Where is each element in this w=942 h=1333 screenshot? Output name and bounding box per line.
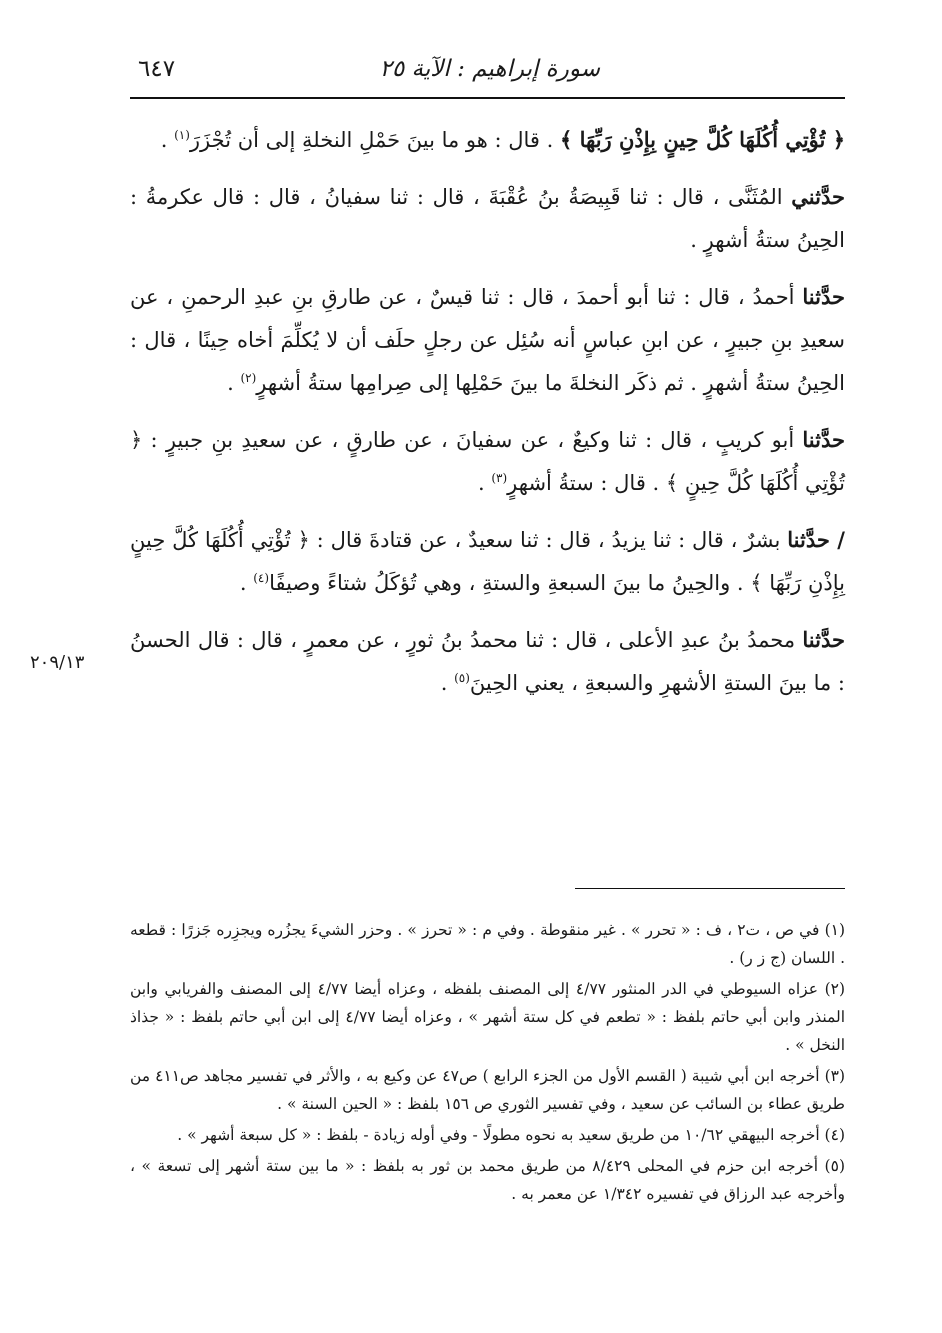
- footnote-ref: (٢): [240, 371, 257, 385]
- paragraph-text: المُثَنَّى ، قال : ثنا قَبِيصَةُ بنُ عُقْبَةَ ، قال : ثنا سفيانُ ، قال : قال عكرمةُ : الحِينُ ستةُ أشهرٍ: [130, 185, 845, 252]
- paragraph-text: . قال : هو ما بينَ حَمْلِ النخلةِ إلى أن تُجْزَرَ: [189, 128, 561, 152]
- paragraph-tail: .: [690, 228, 704, 252]
- hadith-lead: حدَّثنا: [802, 627, 845, 652]
- paragraph-1: [130, 118, 845, 162]
- hadith-lead: حدَّثني: [791, 184, 845, 209]
- margin-reference: ٢٠٩/١٣: [30, 652, 85, 673]
- paragraph-5: [130, 518, 845, 605]
- paragraph-tail: .: [227, 371, 241, 395]
- paragraph-tail: .: [239, 571, 254, 595]
- footnote-ref: (٥): [454, 671, 470, 685]
- paragraph-text: أبو كريبٍ ، قال : ثنا وكيعٌ ، عن سفيانَ ، عن طارقٍ ، عن سعيدِ بنِ جبيرٍ : ﴿ تُؤْتِي أُكُلَهَا كُلَّ حِينٍ ﴾ . قال : ستةُ أشهرٍ: [130, 428, 845, 495]
- paragraph-text: أحمدُ ، قال : ثنا أبو أحمدَ ، قال : ثنا قيسٌ ، عن طارقِ بنِ عبدِ الرحمنِ ، عن سعيدِ بنِ جبيرٍ ، عن ابنِ عباسٍ أنه سُئِل عن رجلٍ حلَف أن لا يُكلِّمَ أخاه حِينًا ، قال : الحِينُ ستةُ أشهرٍ . ثم ذكَر النخلةَ ما بينَ حَمْلِها إلى صِرامِها ستةُ أشهرٍ: [130, 285, 845, 395]
- paragraph-4: [130, 418, 845, 505]
- footnotes: [130, 916, 845, 1211]
- footnote-ref: (١): [174, 128, 190, 142]
- page-number: ٦٤٧: [138, 56, 176, 82]
- footnote-ref: (٤): [253, 571, 270, 585]
- footnote-1: (١) في ص ، ت٢ ، ف : « تحرر » . غير منقوطة . وفي م : « تحرز » . وحزر الشيءَ يجزُره ويجزِره جَزرًا : قطعه . اللسان (ج ز ر) .: [130, 921, 846, 967]
- paragraph-6: [130, 618, 845, 705]
- header-rule: [130, 97, 845, 99]
- hadith-lead: حدَّثنا: [802, 427, 845, 452]
- quran-quote: ﴿ تُؤْتِي أُكُلَهَا كُلَّ حِينٍ بِإِذْنِ رَبِّهَا ﴾: [560, 127, 845, 152]
- footnote-ref: (٣): [491, 471, 508, 485]
- paragraph-text: بشرٌ ، قال : ثنا يزيدُ ، قال : ثنا سعيدٌ ، عن قتادةَ قال : ﴿ تُؤْتِي أُكُلَهَا كُلَّ حِينٍ بِإِذْنِ رَبِّهَا ﴾ . والحِينُ ما بينَ السبعةِ والستةِ ، وهي تُؤكَلُ شتاءً وصيفًا: [130, 528, 845, 595]
- paragraph-tail: .: [440, 671, 455, 695]
- hadith-lead: حدَّثنا: [802, 284, 845, 309]
- paragraph-3: [130, 275, 845, 405]
- running-title: سورة إبراهيم : الآية ٢٥: [379, 56, 600, 82]
- page-header: [130, 52, 845, 96]
- footnote-2: (٢) عزاه السيوطي في الدر المنثور ٤/٧٧ إلى المصنف بلفظه ، وعزاه أيضا ٤/٧٧ إلى المصنف والفريابي وابن المنذر وابن أبي حاتم بلفظ : « تطعم في كل ستة أشهر » ، وعزاه أيضا ٤/٧٧ إلى ابن أبي حاتم بلفظ : « جذاذ النخل » .: [130, 980, 846, 1054]
- footnote-separator: [575, 888, 845, 889]
- footnote-5: (٥) أخرجه ابن حزم في المحلى ٨/٤٢٩ من طريق محمد بن ثور به بلفظ : « ما بين ستة أشهر إلى تسعة » ، وأخرجه عبد الرزاق في تفسيره ١/٣٤٢ عن معمر به .: [130, 1157, 845, 1203]
- paragraph-2: [130, 175, 845, 262]
- footnote-4: (٤) أخرجه البيهقي ١٠/٦٢ من طريق سعيد به نحوه مطولًا - وفي أوله زيادة - بلفظ : « كل سبعة أشهر » .: [177, 1126, 845, 1144]
- footnote-3: (٣) أخرجه ابن أبي شيبة ( القسم الأول من الجزء الرابع ) ص٤٧ عن وكيع به ، والأثر في تفسير مجاهد ص٤١١ من طريق عطاء بن السائب عن سعيد ، وفي تفسير الثوري ص ١٥٦ بلفظ : « الحين السنة » .: [130, 1067, 846, 1113]
- hadith-lead: / حدَّثنا: [787, 527, 845, 552]
- paragraph-text: محمدُ بنُ عبدِ الأعلى ، قال : ثنا محمدُ بنُ ثورٍ ، عن معمرٍ ، قال : قال الحسنُ : ما بينَ الستةِ الأشهرِ والسبعةِ ، يعني الحِينَ: [130, 628, 845, 695]
- main-text: [130, 118, 845, 718]
- paragraph-tail: .: [160, 128, 175, 152]
- paragraph-tail: .: [477, 471, 492, 495]
